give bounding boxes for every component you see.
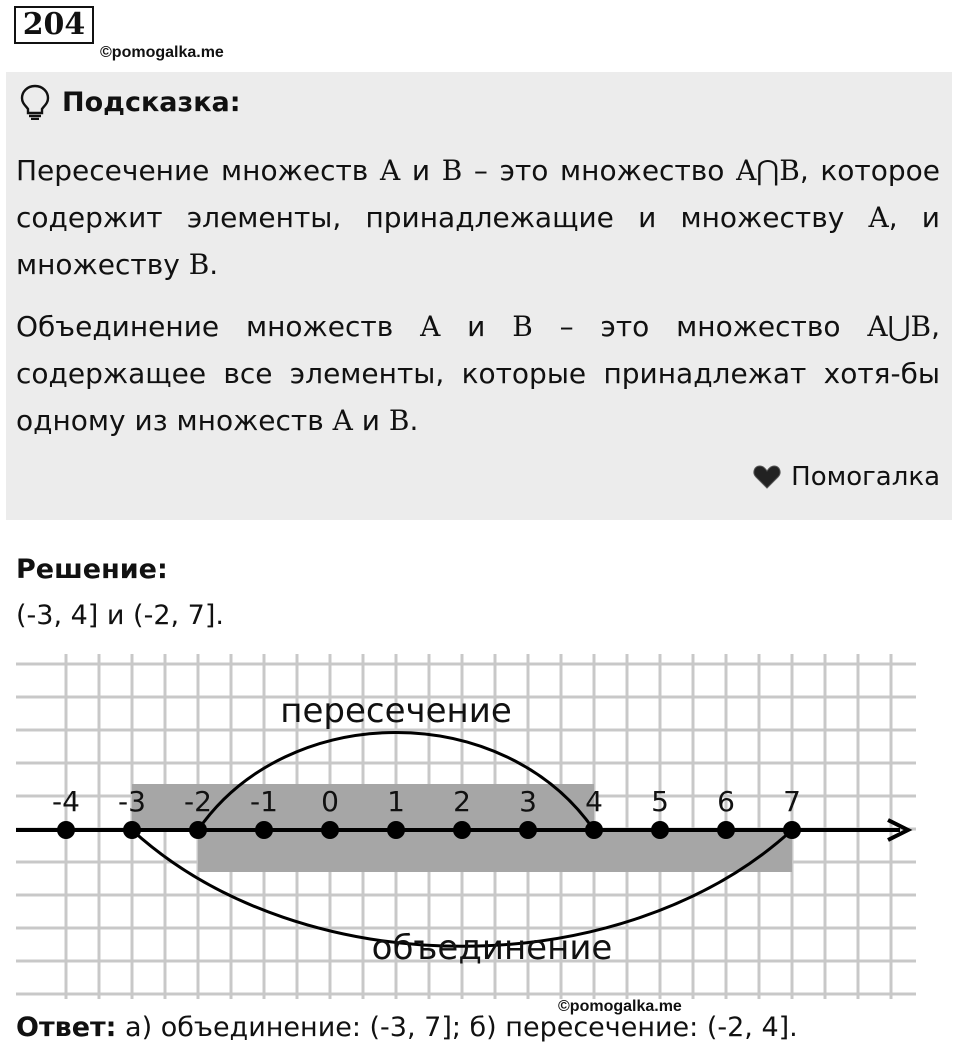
tick-label: -4 — [52, 785, 80, 818]
math: A — [332, 404, 353, 437]
hint-paragraph-union — [16, 303, 940, 444]
text: и — [400, 154, 442, 187]
watermark: ©pomogalka.me — [100, 44, 224, 61]
math: A — [868, 201, 889, 234]
text: и — [440, 310, 513, 343]
text: . — [409, 404, 419, 437]
point-dot — [387, 821, 405, 839]
math: B — [512, 310, 533, 343]
math: A⋂B — [736, 154, 800, 187]
text: , и множеству — [16, 201, 940, 281]
point-dot — [123, 821, 141, 839]
point-dot — [717, 821, 735, 839]
math: A — [379, 154, 401, 187]
point-dot — [255, 821, 273, 839]
lightbulb-icon — [20, 84, 50, 120]
answer-label: Ответ: — [16, 1012, 117, 1043]
brand — [753, 462, 940, 492]
text: – это множество — [462, 154, 737, 187]
hint-paragraph-intersection — [16, 147, 940, 288]
text: и — [352, 404, 389, 437]
text: . — [209, 248, 219, 281]
point-dot — [651, 821, 669, 839]
solution-text: (-3, 4] и (-2, 7]. — [16, 600, 224, 631]
tick-label: 0 — [321, 785, 339, 818]
hint-box — [6, 72, 952, 520]
tick-label: 7 — [783, 785, 801, 818]
hint-title — [20, 84, 241, 120]
point-dot — [189, 821, 207, 839]
brand-name: Помогалка — [791, 462, 940, 492]
union-label: объединение — [371, 928, 613, 968]
tick-label: 1 — [387, 785, 405, 818]
text: , которое содержит элементы, принадлежащие и множеству — [16, 154, 941, 234]
hint-title-text: Подсказка: — [62, 86, 241, 118]
tick-label: 2 — [453, 785, 471, 818]
math: A⋃B — [867, 310, 932, 343]
answer-text: а) объединение: (-3, 7]; б) пересечение: (-2, 4]. — [116, 1012, 798, 1043]
point-dot — [783, 821, 801, 839]
tick-label: 6 — [717, 785, 735, 818]
number-line-diagram — [16, 654, 916, 999]
tick-label: -2 — [184, 785, 212, 818]
tick-label: 3 — [519, 785, 537, 818]
interval-b-band — [198, 830, 792, 872]
point-dot — [321, 821, 339, 839]
math: A — [420, 310, 441, 343]
point-dot — [453, 821, 471, 839]
watermark-bottom: ©pomogalka.me — [558, 998, 682, 1015]
heart-icon — [753, 465, 781, 489]
tick-label: 4 — [585, 785, 603, 818]
math: B — [388, 404, 410, 437]
math: B — [441, 154, 463, 187]
math: B — [188, 248, 210, 281]
point-dot — [57, 821, 75, 839]
text: Объединение множеств — [16, 310, 421, 343]
answer — [16, 1012, 798, 1043]
text: , содержащее все элементы, которые принадлежат хотя-бы одному из множеств — [16, 310, 941, 437]
text: – это множество — [532, 310, 868, 343]
solution-title: Решение: — [16, 554, 168, 585]
tick-label: 5 — [651, 785, 669, 818]
tick-label: -1 — [250, 785, 278, 818]
point-dot — [585, 821, 603, 839]
text: Пересечение множеств — [16, 154, 380, 187]
point-dot — [519, 821, 537, 839]
tick-label: -3 — [118, 785, 146, 818]
task-number: 204 — [14, 6, 94, 44]
intersection-label: пересечение — [280, 691, 512, 731]
